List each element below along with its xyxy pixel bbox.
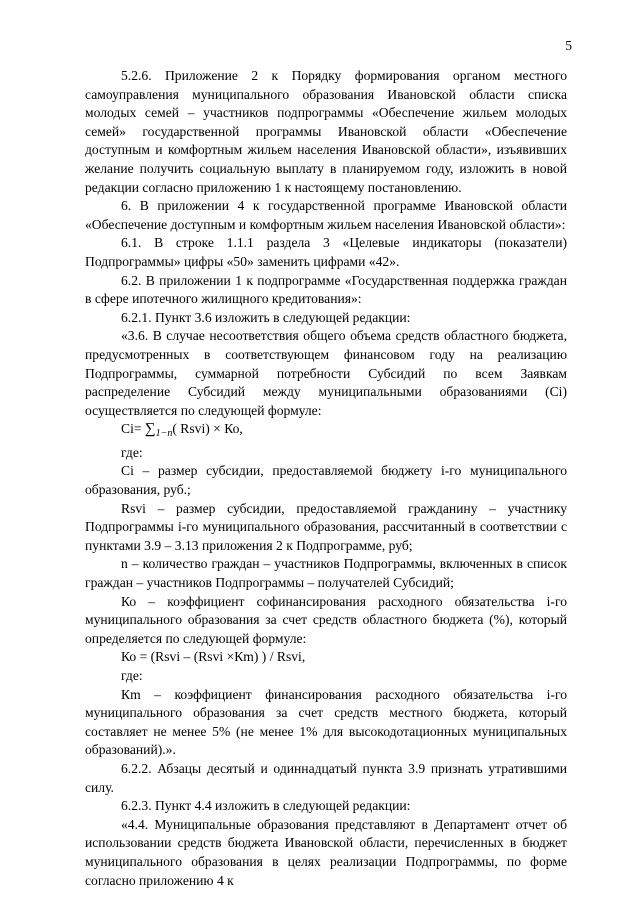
paragraph: 6.1. В строке 1.1.1 раздела 3 «Целевые индикаторы (показатели) Подпрограммы» цифры «50» заменить цифрами «42». <box>85 235 567 269</box>
cofinancing-formula: Ко = (Rsvi – (Rsvi ×Кm) ) / Rsvi, <box>121 649 306 665</box>
formula-left: Сi= <box>121 421 145 437</box>
subsidy-formula <box>85 420 567 444</box>
definition: Кm – коэффициент финансирования расходного обязательства i-го муниципального образования за счет средств местного бюджета, который составляет не менее 5% (не менее 1% для высокодотационных муниципальных образований).». <box>85 686 567 758</box>
definition: Сi – размер субсидии, предоставляемой бюджету i-го муниципального образования, руб.; <box>85 463 567 498</box>
definition: n – количество граждан – участников Подпрограммы, включенных в список граждан – участников Подпрограммы – получателей Субсидий; <box>85 556 567 591</box>
paragraph: 5.2.6. Приложение 2 к Порядку формирования органом местного самоуправления муниципального образования Ивановской области списка молодых семей – участников подпрограммы «Обеспечение жильем молодых семей» государственной программы Ивановской области «Обеспечение доступным и комфортным жильем населения Ивановской области», изъявивших желание получить социальную выплату в планируемом году, изложить в новой редакции согласно приложению 1 к настоящему постановлению. <box>85 68 567 195</box>
paragraph: «4.4. Муниципальные образования представляют в Департамент отчет об использовании средств бюджета Ивановской области, перечисленных в бюджет муниципального образования в целях реализации Подпрограммы, по форме согласно приложению 4 к <box>85 816 567 888</box>
formula-right: ( Rsvi) × Ко, <box>172 421 243 437</box>
paragraph: «3.6. В случае несоответствия общего объема средств областного бюджета, предусмотренных в соответствующем финансовом году на реализацию Подпрограммы, суммарной потребности Субсидий по всем Заявкам распределение Субсидий между муниципальными образованиями (Сi) осуществляется по следующей формуле: <box>85 328 567 418</box>
page-number: 5 <box>565 38 572 53</box>
paragraph: 6.2.3. Пункт 4.4 изложить в следующей редакции: <box>121 798 411 814</box>
paragraph: 6. В приложении 4 к государственной программе Ивановской области «Обеспечение доступным и комфортным жильем населения Ивановской области»: <box>85 198 567 232</box>
sum-subscript: 1−n <box>155 428 173 440</box>
paragraph: 6.2.2. Абзацы десятый и одиннадцатый пункта 3.9 признать утратившими силу. <box>85 760 567 795</box>
paragraph: 6.2.1. Пункт 3.6 изложить в следующей редакции: <box>121 309 411 325</box>
definition: Ко – коэффициент софинансирования расходного обязательства i-го муниципального образования за счет средств областного бюджета (%), который определяется по следующей формуле: <box>85 593 567 646</box>
definition: Rsvi – размер субсидии, предоставляемой гражданину – участнику Подпрограммы i-го муниципального образования, рассчитанный в соответствии с пунктами 3.9 – 3.13 приложения 2 к Подпрограмме, руб; <box>85 500 567 553</box>
paragraph: 6.2. В приложении 1 к подпрограмме «Государственная поддержка граждан в сфере ипотечного жилищного кредитования»: <box>85 272 567 307</box>
where-label: где: <box>121 668 143 683</box>
sum-symbol: ∑ <box>144 421 156 438</box>
where-label: где: <box>121 444 143 460</box>
document-body <box>85 67 567 890</box>
